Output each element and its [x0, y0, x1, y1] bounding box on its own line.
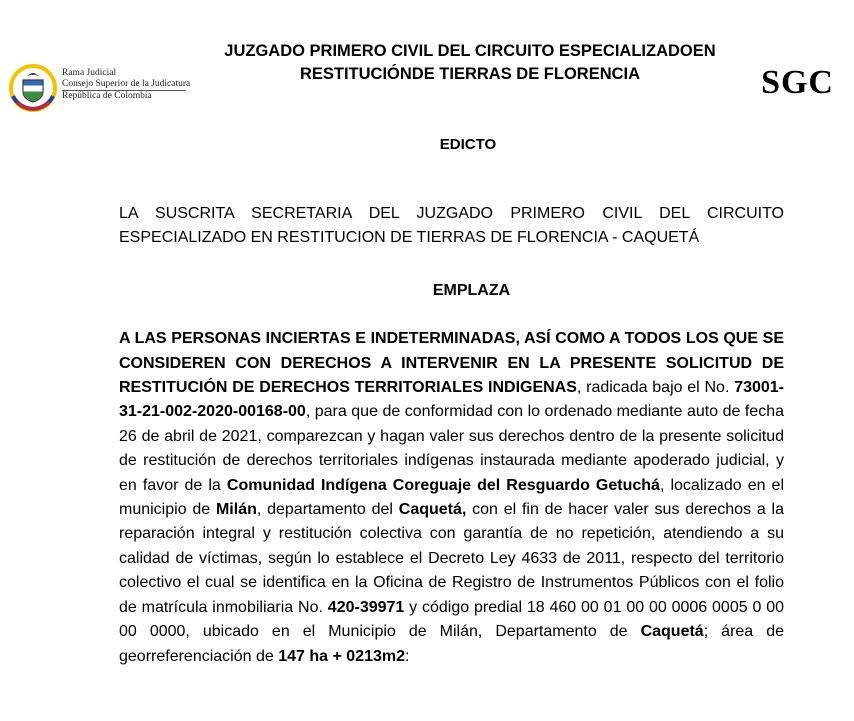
court-name	[140, 40, 800, 86]
intro-paragraph: LA SUSCRITA SECRETARIA DEL JUZGADO PRIMERO CIVIL DEL CIRCUITO ESPECIALIZADO EN RESTITUCION DE TIERRAS DE FLORENCIA - CAQUETÁ	[119, 205, 784, 247]
text-segment: :	[404, 647, 410, 665]
main-paragraph	[119, 327, 784, 669]
logo-line-3: República de Colombia	[62, 91, 152, 101]
department: Caquetá,	[398, 501, 467, 519]
coat-of-arms-icon	[6, 60, 60, 114]
municipality: Milán	[215, 501, 257, 519]
text-segment: con el fin de hacer valer sus derechos a la reparación integral y restitución colectiva con garantía de no repetición, atendiendo a su calidad de víctimas, según lo establece el Decreto Ley 4633 de 2011, respecto del territorio colectivo el cual se identifica en la Oficina de Registro de Instrumentos Públicos con el folio de matrícula inmobiliaria No.	[119, 501, 785, 616]
court-line-2: RESTITUCIÓNDE TIERRAS DE FLORENCIA	[299, 65, 641, 83]
document-body	[119, 202, 784, 669]
logo-line-1: Rama Judicial	[62, 68, 117, 78]
text-segment: y código predial 18 460 00 01 00 00 0006 0005 0 00 00 0000, ubicado en el Municipio de Milán, Departamento de	[119, 598, 785, 641]
case-number: 73001-31-21-002-2020-00168-00	[119, 379, 784, 421]
text-segment: , departamento del	[256, 501, 399, 519]
action-heading: EMPLAZA	[432, 281, 511, 299]
department-2: Caquetá	[640, 623, 704, 641]
registry-number: 420-39971	[327, 598, 405, 616]
text-segment: , localizado en el municipio de	[119, 476, 785, 519]
logo-line-2: Consejo Superior de la Judicatura	[62, 79, 191, 89]
addressees: A LAS PERSONAS INCIERTAS E INDETERMINADAS, ASÍ COMO A TODOS LOS QUE SE CONSIDEREN CON DERECHOS A INTERVENIR EN LA PRESENTE SOLICITUD DE RESTITUCIÓN DE DERECHOS TERRITORIALES INDIGENAS	[119, 330, 784, 397]
text-segment: , para que de conformidad con lo ordenado mediante auto de fecha 26 de abril de 2021, comparezcan y hagan valer sus derechos dentro de la presente solicitud de restitución de derechos territoriales indígenas instaurada mediante apoderado judicial, y en favor de la	[119, 403, 784, 494]
sgc-mark: SGC	[761, 64, 834, 101]
text-segment: ; área de georreferenciación de	[119, 623, 785, 665]
text-segment: , radicada bajo el No.	[576, 379, 735, 397]
community-name: Comunidad Indígena Coreguaje del Resguardo Getuchá	[226, 476, 660, 494]
court-line-1: JUZGADO PRIMERO CIVIL DEL CIRCUITO ESPECIALIZADOEN	[224, 42, 716, 60]
area: 147 ha + 0213m2	[278, 647, 405, 665]
document-title: EDICTO	[439, 136, 497, 153]
